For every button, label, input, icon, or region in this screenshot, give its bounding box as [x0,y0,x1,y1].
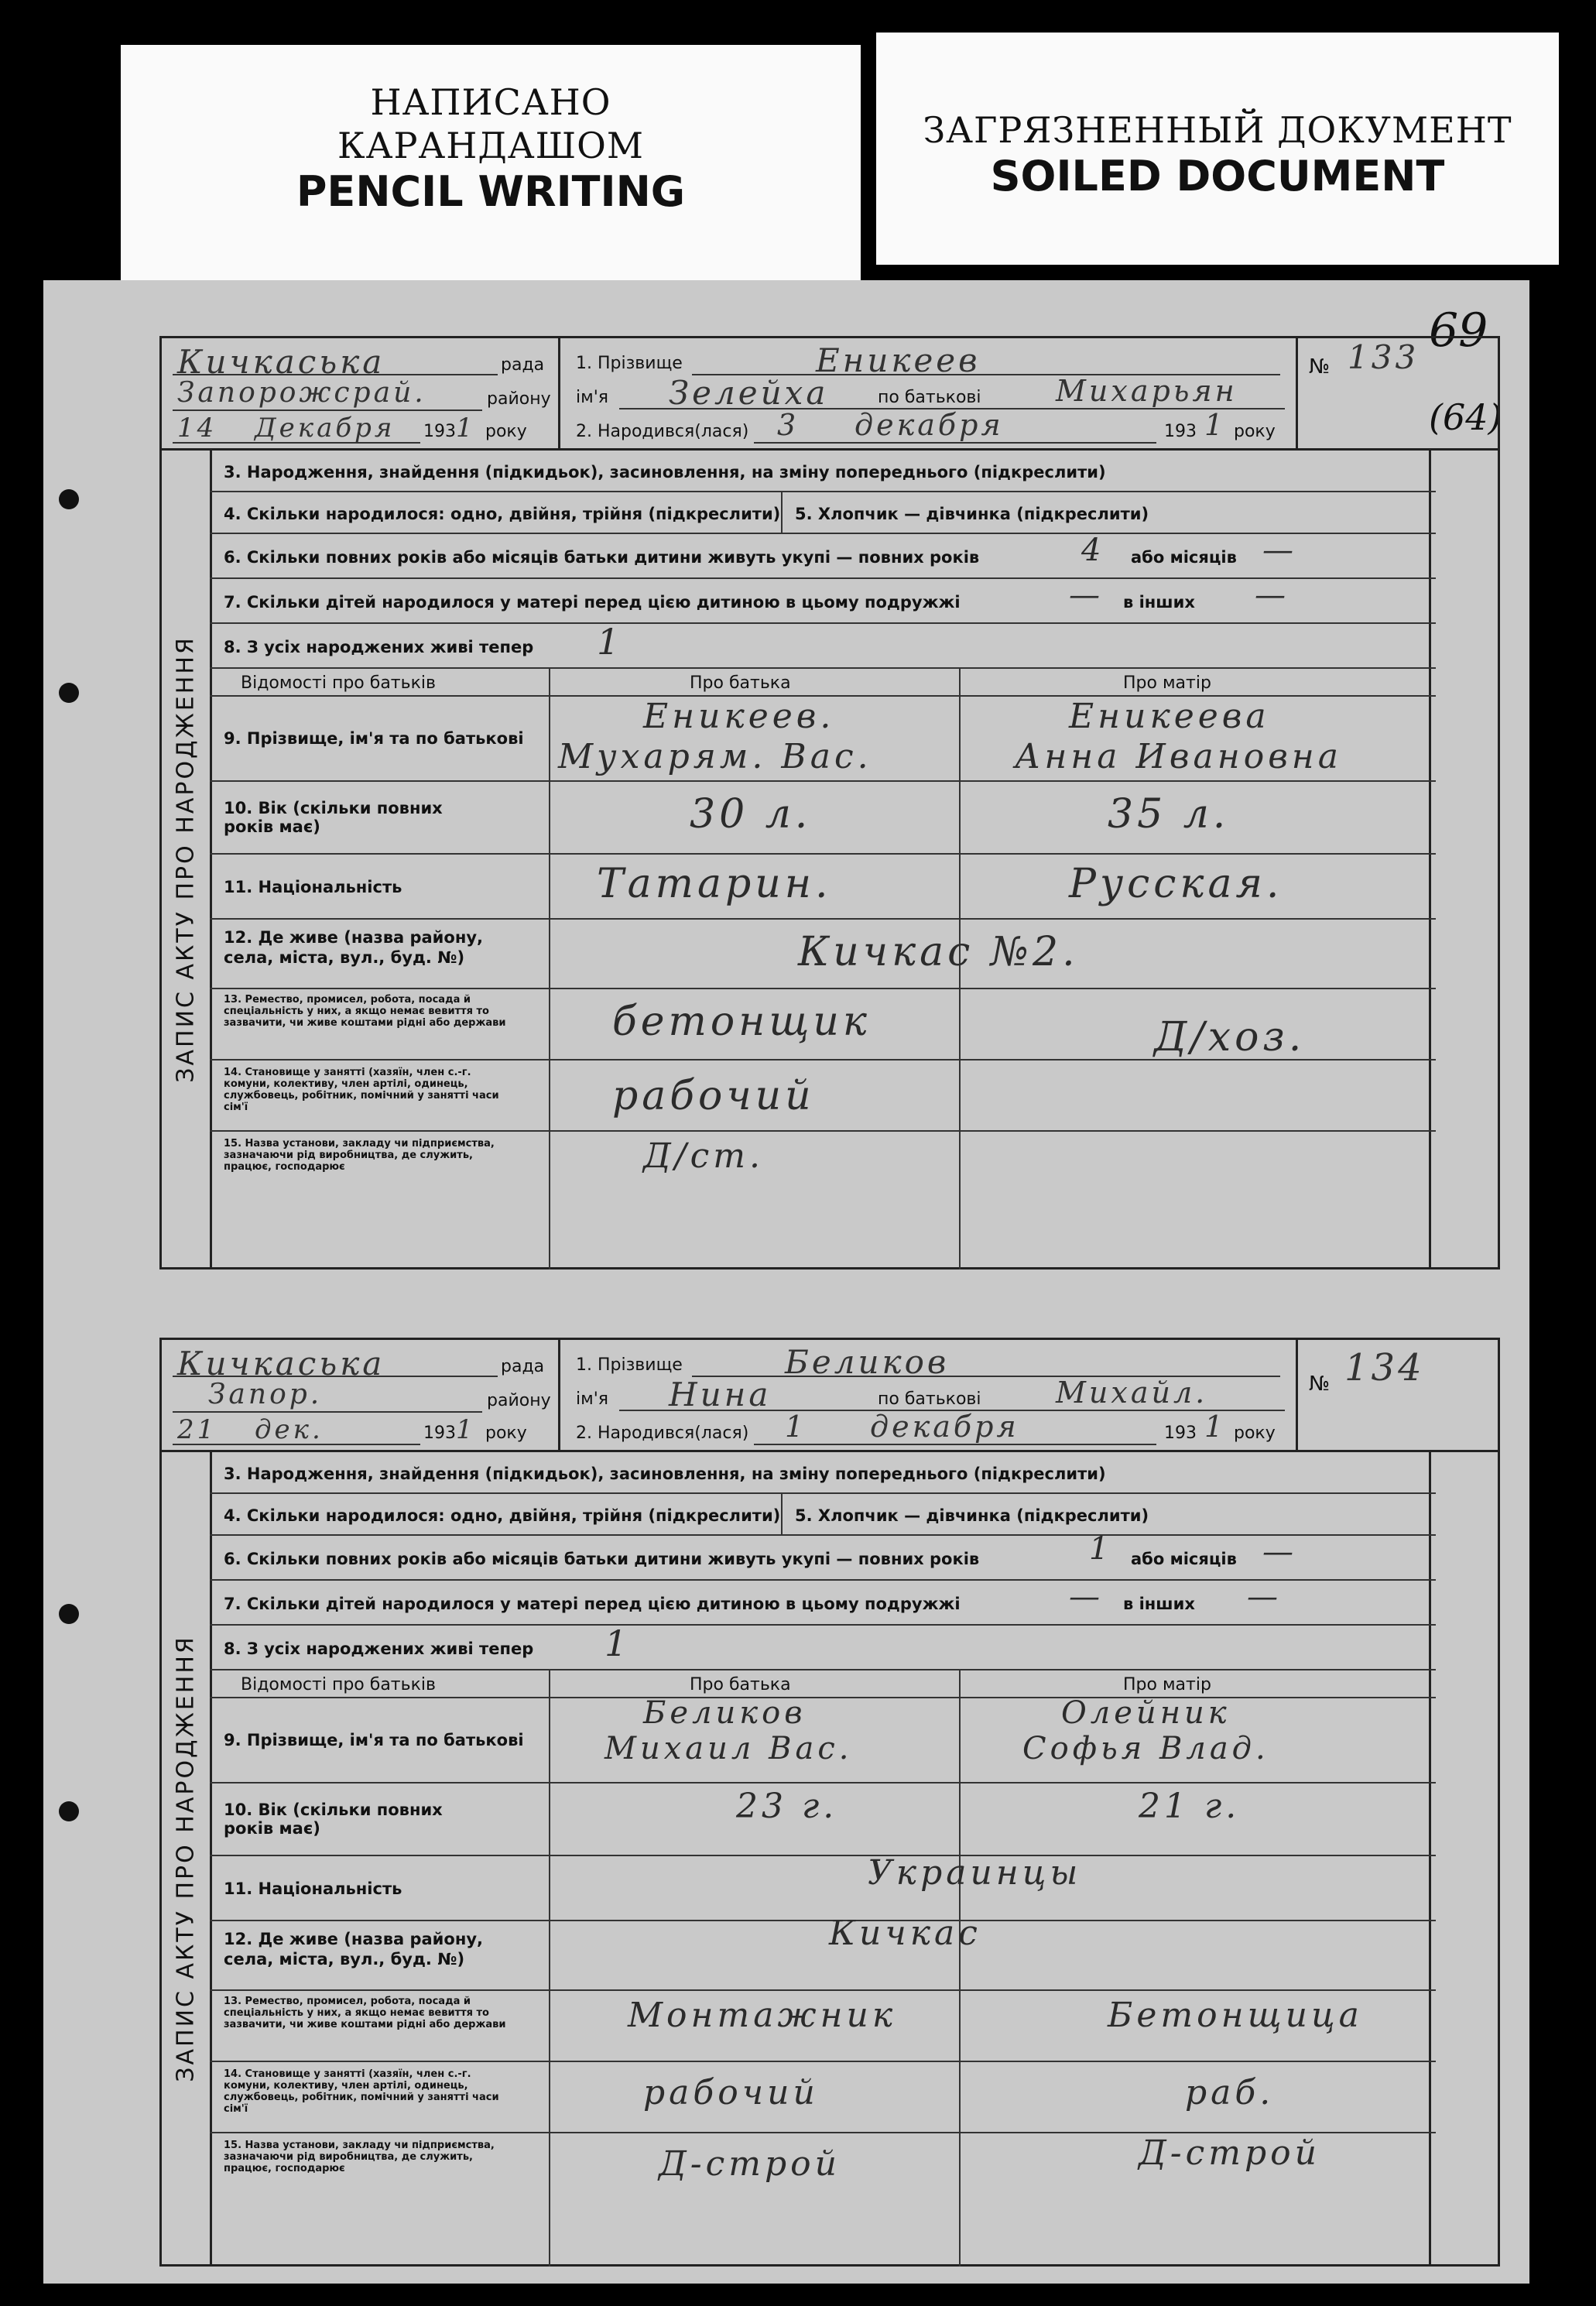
record-body [159,1452,1500,2267]
mother-trade: Бетонщица [1108,1996,1363,2035]
parents-heading: Відомості про батьків [241,673,436,693]
row-3 [210,451,1436,492]
children-before: — [1069,1579,1104,1615]
record-number-box [1296,338,1500,448]
father-status: рабочий [643,2073,819,2112]
birth-record [159,336,1500,1269]
row-14 [210,2062,1436,2133]
months-together: — [1262,1534,1297,1570]
surname-label: 1. Прізвище [576,1355,683,1375]
registry-info [162,338,560,448]
surname-label: 1. Прізвище [576,354,683,373]
father-trade: бетонщик [612,999,871,1045]
punch-hole [59,489,79,509]
reg-month: дек. [255,1414,324,1445]
no-label: № [1309,1372,1331,1396]
margin-column [1429,451,1498,1267]
row-6 [210,534,1436,579]
row-8 [210,621,1436,669]
label-line: SOILED DOCUMENT [990,152,1445,200]
patronymic-label: по батькові [878,388,981,407]
row-12 [210,1914,1436,1991]
child-surname: Еникеев [816,341,981,379]
father-age: 30 л. [690,791,812,838]
label-line: НАПИСАНО [370,81,611,123]
roku-label: року [485,1424,527,1443]
born-label: 2. Народився(лася) [576,1424,749,1443]
label-line: ЗАГРЯЗНЕННЫЙ ДОКУМЕНТ [923,109,1512,151]
year-prefix: 193 [1164,1424,1197,1443]
punch-hole [59,1604,79,1624]
name-label: ім'я [576,388,608,407]
record-number: 133 [1348,338,1420,376]
row-4-5 [210,1494,1436,1536]
soiled-document-label [876,33,1559,265]
year-prefix: 193 [423,422,456,441]
punch-hole [59,1801,79,1821]
row-11 [210,1853,1436,1921]
father-status: рабочий [612,1073,815,1119]
row-label: 7. Скільки дітей народилося у матері перед цією дитиною в цьому подружжі [224,1595,961,1613]
row-label: 4. Скільки народилося: одно, двійня, трійня (підкреслити) [224,1506,781,1525]
row-label: в інших [1123,1595,1195,1613]
raion-label: району [487,389,551,409]
child-patronymic: Михарьян [1056,374,1238,408]
year-prefix: 193 [423,1424,456,1443]
row-6 [210,1531,1436,1581]
child-name: Зелейха [669,374,829,412]
mother-name-1: Олейник [1061,1695,1231,1731]
child-surname: Беликов [785,1343,950,1381]
mother-heading: Про матір [1123,673,1211,693]
row-label: або місяців [1131,548,1237,567]
record-header [159,1338,1500,1452]
father-heading: Про батька [690,1675,791,1694]
years-together: 4 [1081,533,1105,568]
born-year: 1 [1204,408,1227,442]
parents-heading: Відомості про батьків [241,1675,436,1694]
alive-count: 1 [597,621,624,663]
row-label: 14. Становище у занятті (хазяїн, член с.-г. комуни, колективу, член артілі, одинець, службовець, робітник, помічний у занятті часи сім'ї [224,2068,499,2115]
row-label: 8. З усіх народжених живі тепер [224,1640,534,1658]
row-label: 8. З усіх народжених живі тепер [224,638,534,656]
row-15 [210,2133,1436,2267]
birth-record [159,1338,1500,2267]
row-label: 5. Хлопчик — дівчинка (підкреслити) [795,1506,1149,1525]
raion-value: Запор. [208,1379,323,1410]
father-trade: Монтажник [628,1996,897,2035]
side-title: ЗАПИС АКТУ ПРО НАРОДЖЕННЯ [172,635,200,1083]
born-day: 1 [785,1410,807,1444]
row-label: в інших [1123,593,1195,612]
reg-year: 1 [456,413,476,444]
side-title-column [162,1452,212,2264]
row-label: 10. Вік (скільки повних років має) [224,1801,443,1838]
reg-day: 21 [177,1414,217,1445]
raion-label: району [487,1391,551,1410]
child-info [560,1340,1296,1450]
row-15 [210,1132,1436,1269]
row-label: 5. Хлопчик — дівчинка (підкреслити) [795,505,1149,523]
row-label: 10. Вік (скільки повних років має) [224,799,443,836]
page-number: 69 [1429,303,1488,358]
raion-value: Запорожсрай. [177,377,426,409]
child-name: Нина [669,1376,772,1413]
row-12 [210,920,1436,989]
patronymic-label: по батькові [878,1389,981,1409]
record-number-box [1296,1340,1500,1450]
mother-name-2: Софья Влад. [1022,1731,1269,1766]
mother-name-1: Еникеева [1069,697,1270,736]
row-label: 11. Національність [224,1879,402,1898]
father-name-2: Мухарям. Вас. [558,737,872,776]
roku-label: року [1234,422,1276,441]
row-11 [210,855,1436,920]
father-name-1: Еникеев. [643,697,835,736]
pencil-writing-label [121,45,861,291]
father-heading: Про батька [690,673,791,693]
rada-label: рада [501,1357,545,1376]
name-label: ім'я [576,1389,608,1409]
roku-label: року [485,422,527,441]
row-label: 12. Де живе (назва району, села, міста, вул., буд. №) [224,928,483,967]
row-label: 4. Скільки народилося: одно, двійня, трійня (підкреслити) [224,505,781,523]
row-7 [210,579,1436,624]
mother-age: 35 л. [1108,791,1230,838]
reg-month: Декабря [255,413,396,444]
children-other: — [1247,1579,1282,1615]
father-institution: Д/ст. [643,1136,764,1176]
row-3 [210,1452,1436,1494]
row-label: 11. Національність [224,878,402,896]
mother-age: 21 г. [1139,1787,1241,1826]
document-sheet [43,280,1529,2284]
side-title-column [162,451,212,1267]
alive-count: 1 [604,1622,632,1664]
born-month: декабря [870,1410,1019,1444]
children-before: — [1069,577,1104,613]
child-info [560,338,1296,448]
row-9 [210,697,1436,782]
row-label: 15. Назва установи, закладу чи підприємства, зазначаючи рід виробництва, де служить, працює, господарює [224,2140,495,2174]
years-together: 1 [1089,1531,1113,1567]
born-label: 2. Народився(лася) [576,422,749,441]
rada-label: рада [501,355,545,375]
row-9 [210,1695,1436,1783]
nationality: Украинцы [868,1853,1082,1893]
row-8 [210,1622,1436,1670]
children-other: — [1255,577,1289,613]
registry-info [162,1340,560,1450]
father-name-1: Беликов [643,1695,807,1731]
row-10 [210,782,1436,855]
born-month: декабря [855,408,1004,442]
row-13 [210,1991,1436,2062]
roku-label: року [1234,1424,1276,1443]
row-label: 9. Прізвище, ім'я та по батькові [224,729,524,748]
father-age: 23 г. [736,1787,838,1826]
child-patronymic: Михайл. [1056,1376,1208,1410]
stamp-number: (64) [1429,396,1502,438]
residence: Кичкас [829,1914,981,1953]
mother-name-2: Анна Ивановна [1015,737,1343,776]
parents-header-row [210,669,1436,697]
mother-status: раб. [1185,2073,1275,2112]
row-label: 15. Назва установи, закладу чи підприємства, зазначаючи рід виробництва, де служить, працює, господарює [224,1138,495,1173]
row-label: 9. Прізвище, ім'я та по батькові [224,1731,524,1749]
mother-nationality: Русская. [1069,861,1283,907]
reg-year: 1 [456,1414,476,1445]
row-10 [210,1783,1436,1856]
row-label: 3. Народження, знайдення (підкидьок), засиновлення, на зміну попереднього (підкреслити) [224,463,1106,481]
row-label: 7. Скільки дітей народилося у матері перед цією дитиною в цьому подружжі [224,593,961,612]
reg-day: 14 [177,413,217,444]
parents-header-row [210,1670,1436,1698]
mother-trade: Д/хоз. [1154,1014,1306,1060]
father-name-2: Михаил Вас. [604,1731,853,1766]
rada-value: Кичкаська [177,1345,385,1383]
row-7 [210,1581,1436,1626]
side-title: ЗАПИС АКТУ ПРО НАРОДЖЕННЯ [172,1634,200,2082]
months-together: — [1262,533,1297,568]
year-prefix: 193 [1164,422,1197,441]
record-number: 134 [1344,1346,1425,1389]
rada-value: Кичкаська [177,343,385,381]
row-label: 13. Ремество, промисел, робота, посада й спеціальність у них, а якщо немає вевиття то зазвачити, чи живе коштами рідні або держави [224,1996,506,2030]
father-institution: Д-строй [659,2144,841,2184]
punch-hole [59,683,79,703]
residence: Кичкас №2. [798,929,1079,975]
row-label: 14. Становище у занятті (хазяїн, член с.-г. комуни, колективу, член артілі, одинець, службовець, робітник, помічний у занятті часи сім'ї [224,1067,499,1113]
row-label: 13. Ремество, промисел, робота, посада й спеціальність у них, а якщо немає вевиття то зазвачити, чи живе коштами рідні або держави [224,994,506,1029]
row-label: 3. Народження, знайдення (підкидьок), засиновлення, на зміну попереднього (підкреслити) [224,1465,1106,1483]
row-label: 12. Де живе (назва району, села, міста, вул., буд. №) [224,1930,483,1968]
father-nationality: Татарин. [597,861,832,907]
born-year: 1 [1204,1410,1227,1444]
label-line: PENCIL WRITING [296,167,686,216]
born-day: 3 [777,408,800,442]
record-header [159,336,1500,451]
margin-column [1429,1452,1498,2264]
no-label: № [1309,355,1331,379]
row-4-5 [210,492,1436,534]
row-label: 6. Скільки повних років або місяців батьки дитини живуть укупі — повних років [224,1550,980,1568]
label-line: КАРАНДАШОМ [337,125,644,166]
mother-institution: Д-строй [1139,2133,1320,2173]
row-label: або місяців [1131,1550,1237,1568]
record-body [159,451,1500,1269]
row-label: 6. Скільки повних років або місяців батьки дитини живуть укупі — повних років [224,548,980,567]
mother-heading: Про матір [1123,1675,1211,1694]
